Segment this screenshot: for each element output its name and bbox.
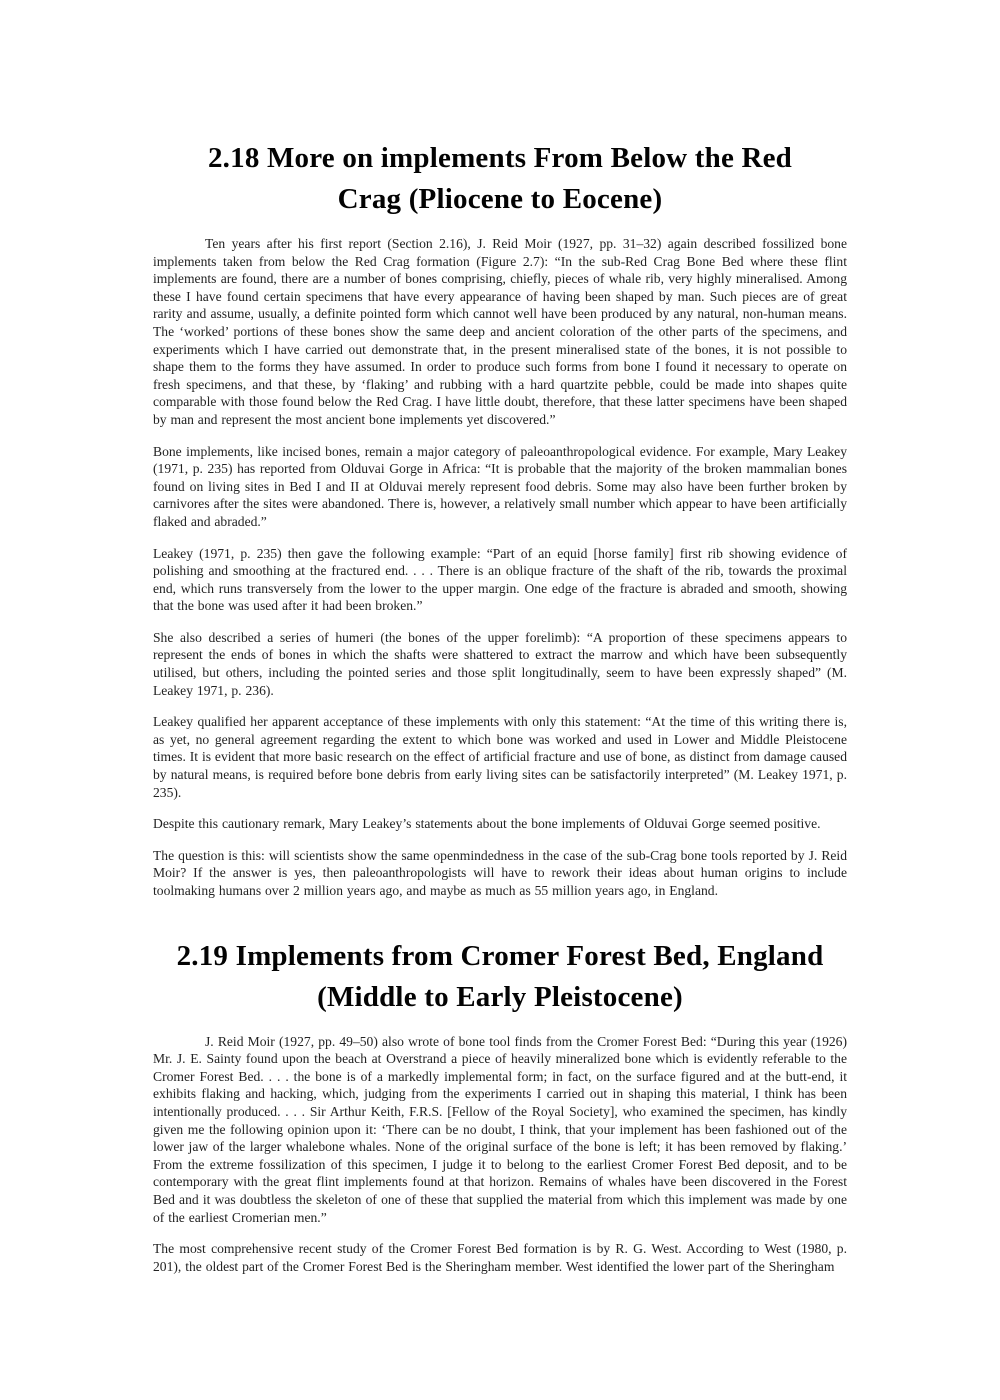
paragraph-leakey-qualification: Leakey qualified her apparent acceptance of these implements with only this statement: “At the time of this writing there is, as yet, no general agreement regarding the extent to which bone was worked and used in Lower and Middle Pleistocene times. It is evident that more basic research on the effect of artificial fracture and use of bone, as distinct from damage caused by natural means, is required before bone debris from early living sites can be satisfactorily interpreted” (M. Leakey 1971, p. 235). xyxy=(153,714,847,800)
section-2-18-heading: 2.18 More on implements From Below the Red Crag (Pliocene to Eocene) xyxy=(207,142,793,215)
section-2-19 xyxy=(153,936,847,1276)
paragraph-west-study: The most comprehensive recent study of the Cromer Forest Bed formation is by R. G. West. According to West (1980, p. 201), the oldest part of the Cromer Forest Bed is the Sheringham member. West identified the lower part of the Sheringham xyxy=(153,1241,847,1274)
section-2-18 xyxy=(153,138,847,900)
paragraph-leakey-equid-example: Leakey (1971, p. 235) then gave the following example: “Part of an equid [horse family] first rib showing evidence of polishing and smoothing at the fractured end. . . . There is an oblique fracture of the shaft of the rib, towards the proximal end, which runs transversely from the lower to the upper margin. One edge of the fracture is abraded and smooth, showing that the bone was used after it had been broken.” xyxy=(153,545,847,614)
paragraph-bone-implements-leakey: Bone implements, like incised bones, remain a major category of paleoanthropological evidence. For example, Mary Leakey (1971, p. 235) has reported from Olduvai Gorge in Africa: “It is probable that the majority of the broken mammalian bones found on living sites in Bed I and II at Olduvai merely represent food debris. Some may also have been further broken by carnivores after the sites were abandoned. There is, however, a relatively small number which appear to have been artificially flaked and abraded.” xyxy=(153,443,847,529)
section-2-19-heading: 2.19 Implements from Cromer Forest Bed, England (Middle to Early Pleistocene) xyxy=(176,939,824,1013)
paragraph-cautionary-remark: Despite this cautionary remark, Mary Leakey’s statements about the bone implements of Olduvai Gorge seemed positive. xyxy=(153,816,821,832)
paragraph-question-openmindedness: The question is this: will scientists show the same openmindedness in the case of the sub-Crag bone tools reported by J. Reid Moir? If the answer is yes, then paleoanthropologists will have to rework their ideas about human origins to include toolmaking humans over 2 million years ago, and maybe as much as 55 million years ago, in England. xyxy=(153,847,847,898)
paragraph-moir-cromer-quote: J. Reid Moir (1927, pp. 49–50) also wrote of bone tool finds from the Cromer Forest Bed: “During this year (1926) Mr. J. E. Sainty found upon the beach at Overstrand a piece of heavily mineralized bone which is evidently referable to the Cromer Forest Bed. . . . the bone is of a markedly implemental form; in fact, on the surface figured and at the butt-end, it exhibits flaking and hacking, which, judging from the experiments I carried out in shaping this material, I think has been intentionally produced. . . . Sir Arthur Keith, F.R.S. [Fellow of the Royal Society], who examined the specimen, has kindly given me the following opinion upon it: ‘There can be no doubt, I think, that your implement has been fashioned out of the lower jaw of the larger whalebone whales. None of the original surface of the bone is left; it has been removed by flaking.’ From the extreme fossilization of this specimen, I judge it to belong to the earliest Cromer Forest Bed deposit, and to be contemporary with the great flint implements found at that horizon. Remains of whales have been discovered in the Forest Bed and it was doubtless the skeleton of one of these that supplied the material from which this implement was made by one of the earliest Cromerian men.” xyxy=(153,1033,847,1225)
paragraph-moir-red-crag-quote: Ten years after his first report (Section 2.16), J. Reid Moir (1927, pp. 31–32) again described fossilized bone implements taken from below the Red Crag formation (Figure 2.7): “In the sub-Red Crag Bone Bed where these flint implements are found, there are a number of bones comprising, chiefly, pieces of whale rib, very highly mineralised. Among these I have found certain specimens that have every appearance of having been shaped by man. Such pieces are of great rarity and assume, usually, a definite pointed form which cannot well have been produced by any natural, non-human means. The ‘worked’ portions of these bones show the same deep and ancient coloration of the other parts of the specimens, and experiments which I have carried out demonstrate that, in the present mineralised state of the bones, it is not possible to shape them to the forms they have assumed. In order to produce such forms from bone I found it necessary to operate on fresh specimens, and that these, by ‘flaking’ and rubbing with a hard quartzite pebble, could be made into shapes quite comparable with those found below the Red Crag. I have little doubt, therefore, that these latter specimens have been shaped by man and represent the most ancient bone implements yet discovered.” xyxy=(153,236,847,427)
paragraph-leakey-humeri: She also described a series of humeri (the bones of the upper forelimb): “A proportion of these specimens appears to represent the ends of bones in which the shafts were shattered to extract the marrow and which have been subsequently utilised, but others, including the pointed series and those split longitudinally, seem to have been expressly shaped” (M. Leakey 1971, p. 236). xyxy=(153,629,847,698)
